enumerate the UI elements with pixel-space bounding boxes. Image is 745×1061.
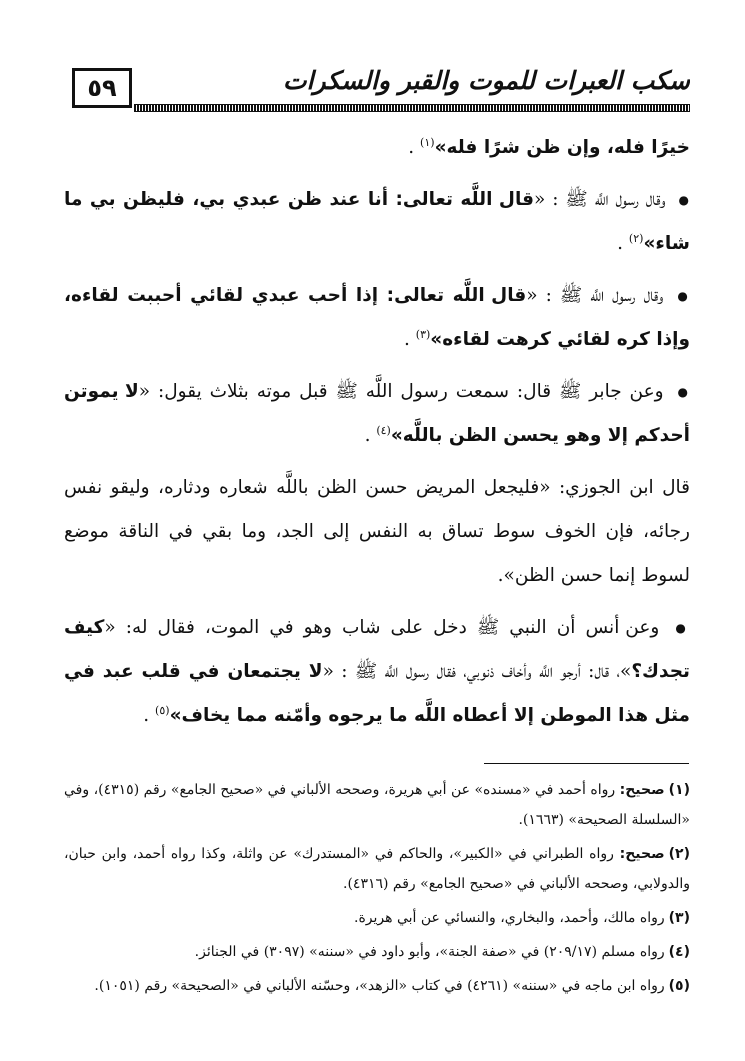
page-number-box: ٥٩ (72, 68, 132, 108)
running-title: سكب العبرات للموت والقبر والسكرات (283, 66, 690, 95)
footnote-2 (64, 839, 690, 899)
footnote-5 (64, 971, 690, 1001)
footnote-4 (64, 937, 690, 967)
hadith-text: قال اللَّه تعالى: إذا أحب عبدي لقائي أحببت لقاءه، وإذا كره لقائي كرهت لقاءه» (64, 285, 690, 350)
footnote-ref: (٤) (376, 423, 391, 437)
footnotes (64, 775, 690, 1005)
header-rule (134, 104, 690, 112)
footnote-number: (١) (668, 782, 690, 798)
footnote-number: (٣) (668, 910, 690, 926)
footnote-ref: (٥) (155, 703, 170, 717)
footnote-number: (٢) (668, 846, 690, 862)
footnote-number: (٤) (668, 944, 690, 960)
footnote-text: رواه الطبراني في «الكبير»، والحاكم في «المستدرك» عن واثلة، وكذا رواه أحمد، وابن حبان، والدولابي، وصححه الألباني في «صحيح الجامع» رقم (٤٣١٦). (64, 846, 690, 892)
main-text (64, 126, 690, 746)
narration-intro: وقال رسول اللَّه ﷺ : « (526, 285, 664, 306)
paragraph-4 (64, 370, 690, 458)
quote-text: قال ابن الجوزي: «فليجعل المريض حسن الظن باللَّه شعاره ودثاره، وليقو نفس رجائه، فإن الخوف سوط تساق به النفس إلى الجد، وما بقي في الناقة موضع لسوط إنما حسن الظن». (64, 477, 690, 586)
hadith-question: كيف تجدك؟ (64, 617, 690, 682)
paragraph-6 (64, 606, 690, 738)
paragraph-3 (64, 274, 690, 362)
footnote-number: (٥) (668, 978, 690, 994)
footnote-text: رواه مسلم (٢٠٩/١٧) في «صفة الجنة»، وأبو داود في «سننه» (٣٠٩٧) في الجنائز. (194, 944, 665, 960)
paragraph-end: . (617, 233, 629, 254)
footnote-grade: صحيح: (619, 782, 665, 798)
footnote-ref: (٣) (415, 327, 431, 341)
hadith-text: خيرًا فله، وإن ظن شرًا فله» (434, 137, 690, 158)
paragraph-1 (64, 126, 690, 170)
footnote-text: رواه مالك، وأحمد، والبخاري، والنسائي عن أبي هريرة. (354, 910, 665, 926)
footnote-text: رواه أحمد في «مسنده» عن أبي هريرة، وصححه الألباني في «صحيح الجامع» رقم (٤٣١٥)، وفي «السلسلة الصحيحة» (١٦٦٣). (64, 782, 690, 828)
narration-intro: وعن أنس أن النبي ﷺ دخل على شاب وهو في الموت، فقال له: « (104, 617, 660, 638)
paragraph-end: . (143, 705, 156, 726)
footnote-3 (64, 903, 690, 933)
paragraph-end: . (404, 329, 416, 350)
hadith-text: لا يجتمعان في قلب عبد في مثل هذا الموطن إلا أعطاه اللَّه ما يرجوه وأمّنه مما يخاف» (64, 661, 690, 726)
narration-intro: وقال رسول اللَّه ﷺ : « (534, 189, 666, 210)
hadith-text: لا يموتن أحدكم إلا وهو يحسن الظن باللَّه» (64, 381, 690, 446)
hadith-text: قال اللَّه تعالى: أنا عند ظن عبدي بي، فليظن بي ما شاء» (64, 189, 690, 254)
paragraph-5 (64, 466, 690, 598)
paragraph-2 (64, 178, 690, 266)
footnote-text: رواه ابن ماجه في «سننه» (٤٢٦١) في كتاب «الزهد»، وحسّنه الألباني في «الصحيحة» رقم (١٠٥١). (94, 978, 665, 994)
footnote-ref: (٢) (628, 231, 644, 245)
page-header (62, 60, 690, 118)
paragraph-end: . (364, 425, 377, 446)
footnote-1 (64, 775, 690, 835)
footnote-grade: صحيح: (619, 846, 665, 862)
footnote-separator (484, 763, 689, 764)
narration-middle: »، قال: أرجو اللَّه وأخاف ذنوبي، فقال رسول اللَّه ﷺ : « (322, 661, 632, 682)
narration-intro: وعن جابر ﷺ قال: سمعت رسول اللَّه ﷺ قبل موته بثلاث يقول: « (138, 381, 664, 402)
paragraph-end: . (408, 137, 421, 158)
footnote-ref: (١) (420, 135, 435, 149)
